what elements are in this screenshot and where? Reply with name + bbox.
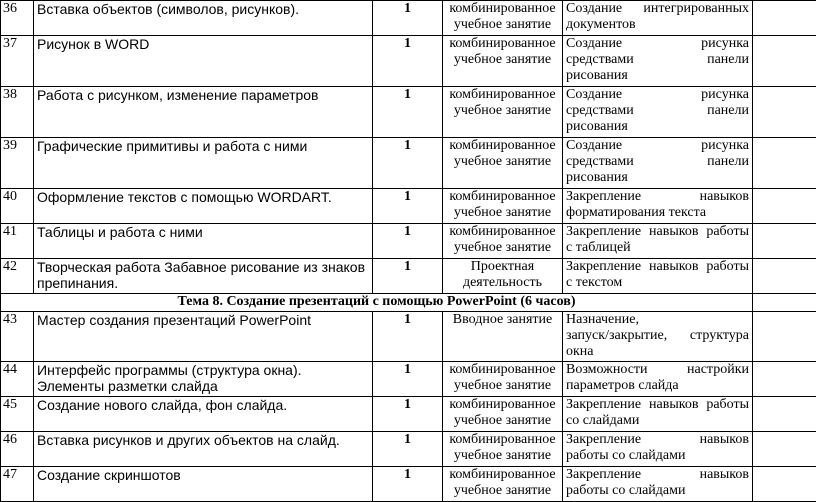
lesson-type [443,224,563,259]
table-row [1,224,816,259]
lesson-hours: 1 [373,432,443,467]
lesson-number: 44 [1,362,34,397]
activity [563,138,753,189]
blank-cell [753,312,816,362]
lesson-type [443,432,563,467]
activity-line: форматирования текста [566,205,749,221]
activity-line: окна [566,344,749,360]
lesson-type [443,36,563,87]
activity-line: Создание рисунка [566,138,749,154]
blank-cell [753,467,816,502]
lesson-title: Интерфейс программы (структура окна). Элементы разметки слайда [34,362,373,397]
lesson-type-line: комбинированное [446,362,559,378]
lesson-title: Создание скриншотов [34,467,373,502]
lesson-title: Мастер создания презентаций PowerPoint [34,312,373,362]
lesson-type [443,189,563,224]
table-row [1,432,816,467]
table-row [1,467,816,502]
blank-cell [753,138,816,189]
lesson-number: 38 [1,87,34,138]
table-row [1,87,816,138]
blank-cell [753,362,816,397]
lesson-type [443,138,563,189]
lesson-hours: 1 [373,362,443,397]
blank-cell [753,36,816,87]
lesson-type-line: учебное занятие [446,240,559,256]
lesson-type-line: Вводное занятие [446,312,559,328]
lesson-number: 43 [1,312,34,362]
activity-line: Закрепление навыков [566,467,749,483]
lesson-hours: 1 [373,397,443,432]
lesson-type-line: учебное занятие [446,205,559,221]
activity [563,397,753,432]
activity-line: Закрепление навыков работы [566,259,749,275]
lesson-title: Вставка объектов (символов, рисунков). [34,1,373,36]
activity-line: Закрепление навыков работы [566,397,749,413]
lesson-hours: 1 [373,259,443,294]
lesson-number: 39 [1,138,34,189]
lesson-type [443,397,563,432]
lesson-hours: 1 [373,189,443,224]
table-row [1,312,816,362]
table-row [1,36,816,87]
blank-cell [753,259,816,294]
lesson-type-line: учебное занятие [446,483,559,499]
activity-line: Создание рисунка [566,36,749,52]
activity-line: рисования [566,68,749,84]
blank-cell [753,1,816,36]
lesson-type-line: комбинированное [446,36,559,52]
lesson-type [443,1,563,36]
activity [563,467,753,502]
activity-line: со слайдами [566,413,749,429]
lesson-type-line: комбинированное [446,1,559,17]
table-row [1,1,816,36]
lesson-title: Рисунок в WORD [34,36,373,87]
lesson-title: Таблицы и работа с ними [34,224,373,259]
lesson-title: Творческая работа Забавное рисование из знаков препинания. [34,259,373,294]
activity-line: работы со слайдами [566,483,749,499]
activity [563,312,753,362]
lesson-type-line: комбинированное [446,397,559,413]
activity-line: средствами панели [566,103,749,119]
lesson-hours: 1 [373,87,443,138]
activity [563,224,753,259]
lesson-type-line: учебное занятие [446,52,559,68]
activity-line: рисования [566,170,749,186]
lesson-number: 37 [1,36,34,87]
lesson-number: 40 [1,189,34,224]
blank-cell [753,224,816,259]
lesson-type [443,467,563,502]
blank-cell [753,294,816,312]
activity-line: Назначение, [566,312,749,328]
lesson-hours: 1 [373,467,443,502]
lesson-number: 47 [1,467,34,502]
activity [563,362,753,397]
activity-line: Создание рисунка [566,87,749,103]
lesson-title: Вставка рисунков и других объектов на слайд. [34,432,373,467]
lesson-title: Графические примитивы и работа с ними [34,138,373,189]
lesson-type-line: учебное занятие [446,103,559,119]
activity [563,36,753,87]
activity-line: с текстом [566,275,749,291]
activity-line: Закрепление навыков [566,432,749,448]
lesson-type-line: учебное занятие [446,154,559,170]
blank-cell [753,397,816,432]
table-row [1,397,816,432]
lesson-number: 41 [1,224,34,259]
activity-line: параметров слайда [566,378,749,394]
lesson-type [443,259,563,294]
table-row [1,189,816,224]
topic-title: Тема 8. Создание презентаций с помощью PowerPoint (6 часов) [1,294,753,312]
lesson-type-line: учебное занятие [446,448,559,464]
lesson-type [443,87,563,138]
lesson-type-line: учебное занятие [446,17,559,33]
activity [563,1,753,36]
lesson-hours: 1 [373,138,443,189]
activity [563,432,753,467]
topic-row [1,294,816,312]
lesson-type [443,362,563,397]
lesson-hours: 1 [373,1,443,36]
table-body-before [1,1,816,294]
table-row [1,259,816,294]
lesson-type-line: комбинированное [446,224,559,240]
activity-line: с таблицей [566,240,749,256]
activity-line: Создание интегрированных [566,1,749,17]
table-body-after [1,312,816,502]
lesson-hours: 1 [373,224,443,259]
lesson-type-line: деятельность [446,275,559,291]
activity-line: документов [566,17,749,33]
activity [563,87,753,138]
lesson-type-line: учебное занятие [446,413,559,429]
table-row [1,138,816,189]
lesson-type-line: учебное занятие [446,378,559,394]
activity-line: средствами панели [566,154,749,170]
lesson-hours: 1 [373,312,443,362]
lesson-type-line: Проектная [446,259,559,275]
activity-line: Возможности настройки [566,362,749,378]
lesson-title: Оформление текстов с помощью WORDART. [34,189,373,224]
lesson-title: Работа с рисунком, изменение параметров [34,87,373,138]
lesson-number: 42 [1,259,34,294]
lesson-type-line: комбинированное [446,467,559,483]
activity [563,189,753,224]
topic-section [1,294,816,312]
lesson-number: 46 [1,432,34,467]
lesson-type-line: комбинированное [446,138,559,154]
activity-line: рисования [566,119,749,135]
table-row [1,362,816,397]
activity-line: работы со слайдами [566,448,749,464]
activity [563,259,753,294]
blank-cell [753,189,816,224]
activity-line: Закрепление навыков [566,189,749,205]
activity-line: средствами панели [566,52,749,68]
lesson-number: 36 [1,1,34,36]
lesson-title: Создание нового слайда, фон слайда. [34,397,373,432]
lesson-type-line: комбинированное [446,87,559,103]
blank-cell [753,87,816,138]
blank-cell [753,432,816,467]
lesson-hours: 1 [373,36,443,87]
activity-line: запуск/закрытие, структура [566,328,749,344]
lesson-number: 45 [1,397,34,432]
lesson-type-line: комбинированное [446,189,559,205]
lesson-type-line: комбинированное [446,432,559,448]
lesson-type [443,312,563,362]
activity-line: Закрепление навыков работы [566,224,749,240]
